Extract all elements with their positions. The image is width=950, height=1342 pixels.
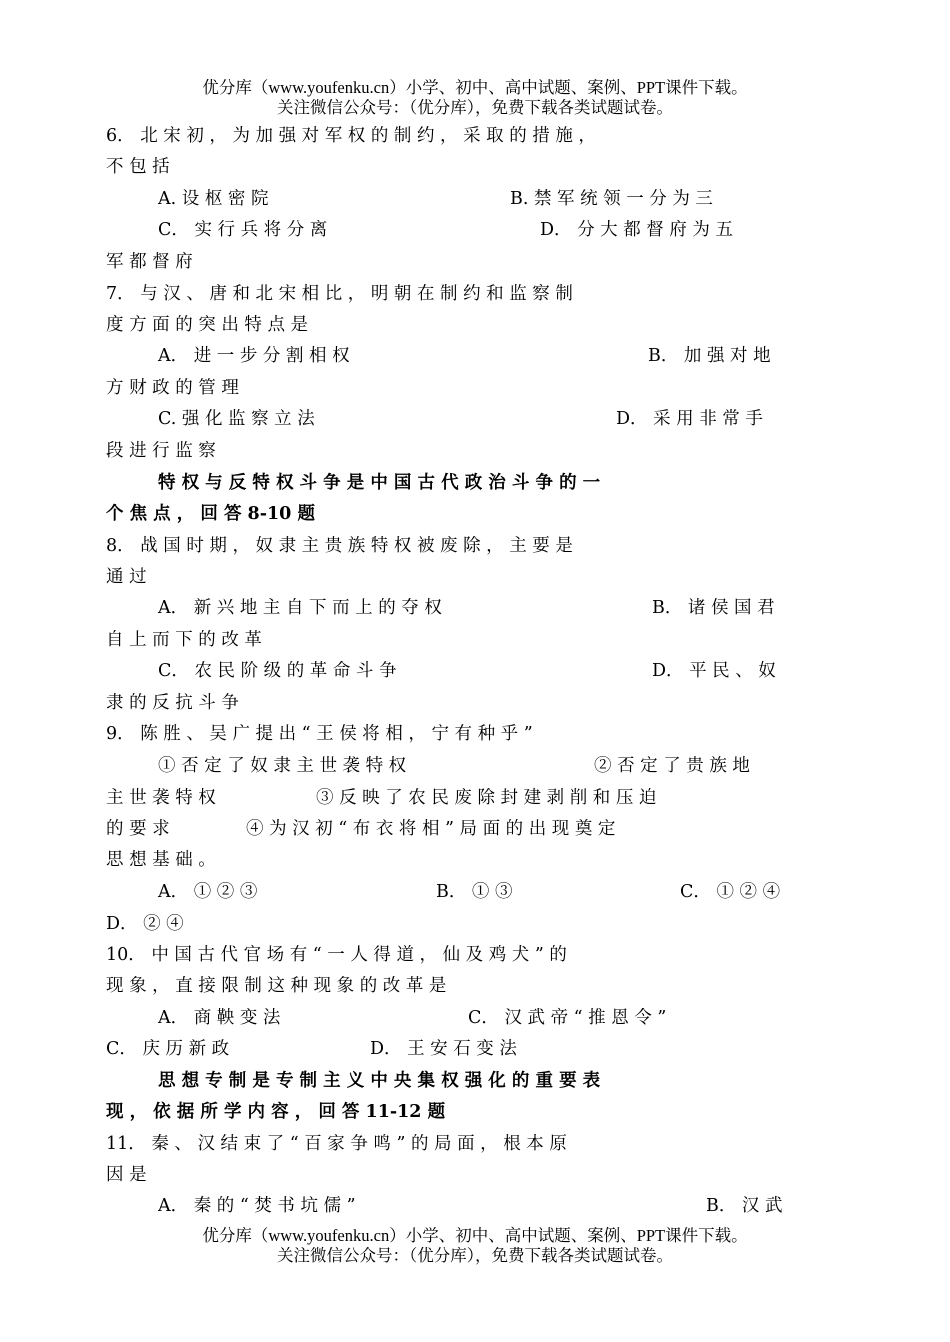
text-line: 通 过 <box>106 567 147 587</box>
option-a: A． 商 鞅 变 法 <box>158 1008 281 1028</box>
option-c: C． 农 民 阶 级 的 革 命 斗 争 <box>158 661 397 681</box>
option-b: B． 加 强 对 地 <box>648 346 771 366</box>
statement-4: ④ 为 汉 初 “ 布 衣 将 相 ” 局 面 的 出 现 奠 定 <box>246 819 616 839</box>
section-intro: 个 焦 点 ， 回 答 8-10 题 <box>106 504 315 524</box>
footer-line-1: 优分库（www.youfenku.cn）小学、初中、高中试题、案例、PPT课件下载。 <box>202 1226 748 1245</box>
question-9-stem: 9． 陈 胜 、 吴 广 提 出 “ 王 侯 将 相 ， 宁 有 种 乎 ” <box>106 724 533 744</box>
text-line: 方 财 政 的 管 理 <box>106 378 239 398</box>
text-line: 度 方 面 的 突 出 特 点 是 <box>106 315 309 335</box>
text-line: 不 包 括 <box>106 157 170 177</box>
option-b: C． 汉 武 帝 “ 推 恩 令 ” <box>468 1008 667 1028</box>
header-line-2: 关注微信公众号：（优分库），免费下载各类试题试卷。 <box>277 98 673 117</box>
text-line: 的 要 求 <box>106 819 170 839</box>
question-7-stem: 7． 与 汉 、 唐 和 北 宋 相 比 ， 明 朝 在 制 约 和 监 察 制 <box>106 284 573 304</box>
option-c: C． ① ② ④ <box>680 882 781 902</box>
question-8-stem: 8． 战 国 时 期 ， 奴 隶 主 贵 族 特 权 被 废 除 ， 主 要 是 <box>106 536 573 556</box>
option-c: C. 强 化 监 察 立 法 <box>158 409 315 429</box>
option-b: B． ① ③ <box>436 882 513 902</box>
option-d: D． 平 民 、 奴 <box>652 661 776 681</box>
text-line: 军 都 督 府 <box>106 252 193 272</box>
option-a: A． 秦 的 “ 焚 书 坑 儒 ” <box>158 1196 356 1216</box>
footer-line-2: 关注微信公众号：（优分库），免费下载各类试题试卷。 <box>277 1246 673 1265</box>
question-10-stem: 10． 中 国 古 代 官 场 有 “ 一 人 得 道 ， 仙 及 鸡 犬 ” 的 <box>106 945 567 965</box>
text-line: 因 是 <box>106 1165 147 1185</box>
statement-3: ③ 反 映 了 农 民 废 除 封 建 剥 削 和 压 迫 <box>316 788 657 808</box>
header-line-1: 优分库（www.youfenku.cn）小学、初中、高中试题、案例、PPT课件下载。 <box>202 78 748 97</box>
statement-1: ① 否 定 了 奴 隶 主 世 袭 特 权 <box>158 756 407 776</box>
section-intro: 思 想 专 制 是 专 制 主 义 中 央 集 权 强 化 的 重 要 表 <box>158 1071 601 1091</box>
option-d: D． ② ④ <box>106 914 184 934</box>
text-line: 主 世 袭 特 权 <box>106 788 216 808</box>
option-b: B． 汉 武 <box>706 1196 783 1216</box>
option-a: A． 进 一 步 分 割 相 权 <box>158 346 350 366</box>
option-a: A． 新 兴 地 主 自 下 而 上 的 夺 权 <box>158 598 442 618</box>
section-intro: 特 权 与 反 特 权 斗 争 是 中 国 古 代 政 治 斗 争 的 一 <box>158 473 601 493</box>
text-line: 思 想 基 础 。 <box>106 850 216 870</box>
question-6-stem: 6． 北 宋 初 ， 为 加 强 对 军 权 的 制 约 ， 采 取 的 措 施 ， <box>106 126 596 146</box>
question-11-stem: 11． 秦 、 汉 结 束 了 “ 百 家 争 鸣 ” 的 局 面 ， 根 本 原 <box>106 1134 567 1154</box>
text-line: 段 进 行 监 察 <box>106 441 216 461</box>
option-b: B. 禁 军 统 领 一 分 为 三 <box>510 189 713 209</box>
option-a: A. 设 枢 密 院 <box>158 189 269 209</box>
option-c: C． 实 行 兵 将 分 离 <box>158 220 328 240</box>
text-line: 现 象 ， 直 接 限 制 这 种 现 象 的 改 革 是 <box>106 976 447 996</box>
statement-2: ② 否 定 了 贵 族 地 <box>594 756 750 776</box>
option-b: B． 诸 侯 国 君 <box>652 598 775 618</box>
section-intro: 现 ， 依 据 所 学 内 容 ， 回 答 11-12 题 <box>106 1102 446 1122</box>
option-d: D． 王 安 石 变 法 <box>370 1039 517 1059</box>
option-d: D． 分 大 都 督 府 为 五 <box>540 220 733 240</box>
option-a: A． ① ② ③ <box>158 882 258 902</box>
text-line: 自 上 而 下 的 改 革 <box>106 630 262 650</box>
option-d: D． 采 用 非 常 手 <box>616 409 763 429</box>
text-line: 隶 的 反 抗 斗 争 <box>106 693 239 713</box>
option-c: C． 庆 历 新 政 <box>106 1039 230 1059</box>
